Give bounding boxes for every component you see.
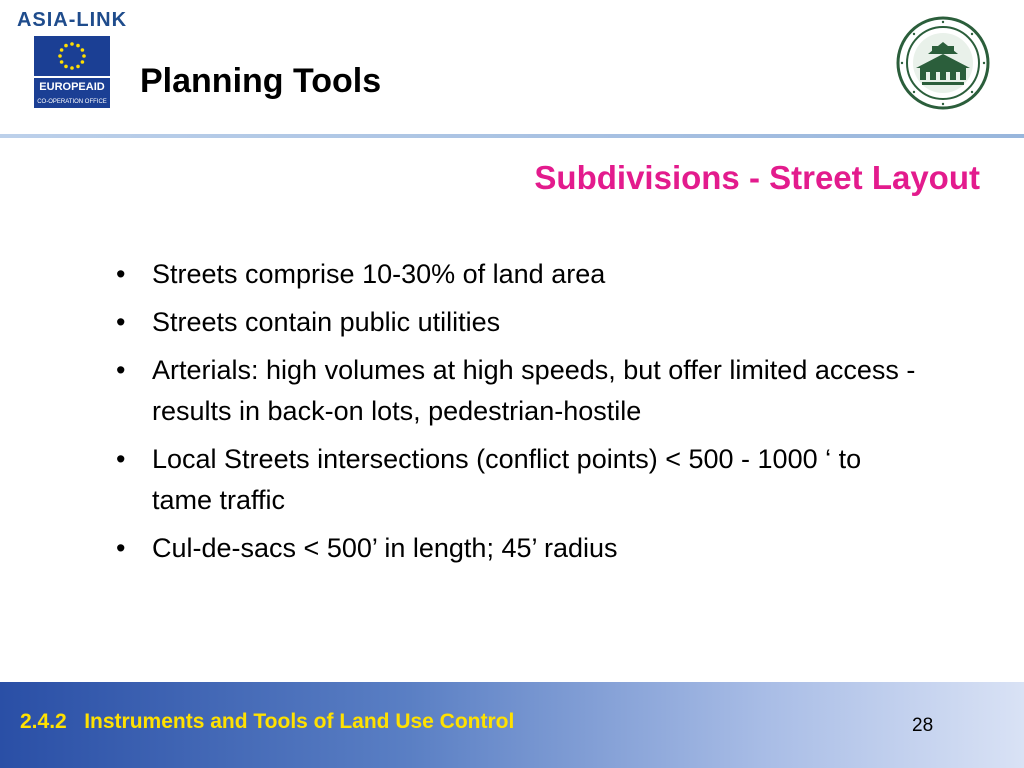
bullet-icon: •	[116, 259, 126, 289]
list-item	[116, 439, 926, 521]
bullet-list	[116, 254, 926, 576]
header-divider	[0, 134, 1024, 138]
bullet-text: Local Streets intersections (conflict points) < 500 - 1000 ‘ to tame traffic	[152, 444, 862, 515]
europeaid-logo	[34, 36, 110, 108]
europeaid-label: EUROPEAID	[34, 78, 110, 96]
list-item	[116, 528, 926, 569]
list-item	[116, 302, 926, 343]
footer-section-label: 2.4.2 Instruments and Tools of Land Use Control	[20, 710, 515, 733]
list-item	[116, 254, 926, 295]
eu-flag-icon	[34, 36, 110, 76]
bullet-text: Streets contain public utilities	[152, 307, 501, 337]
footer-band	[0, 682, 1024, 768]
bullet-text: Streets comprise 10-30% of land area	[152, 259, 606, 289]
cooperation-office-label: CO-OPERATION OFFICE	[34, 96, 110, 108]
bullet-text: Arterials: high volumes at high speeds, but offer limited access - results in back-on lots, pedestrian-hostile	[152, 355, 916, 426]
slide-subtitle: Subdivisions - Street Layout	[534, 159, 980, 196]
bullet-icon: •	[116, 355, 126, 385]
bullet-icon: •	[116, 444, 126, 474]
list-item	[116, 350, 926, 432]
bullet-text: Cul-de-sacs < 500’ in length; 45’ radius	[152, 533, 618, 563]
university-seal-icon	[896, 16, 990, 110]
bullet-icon: •	[116, 533, 126, 563]
page-number: 28	[912, 715, 934, 736]
asia-link-logo: ASIA-LINK	[16, 9, 128, 31]
asia-link-europeaid-logo	[8, 8, 136, 106]
bullet-icon: •	[116, 307, 126, 337]
page-title: Planning Tools	[140, 62, 382, 100]
